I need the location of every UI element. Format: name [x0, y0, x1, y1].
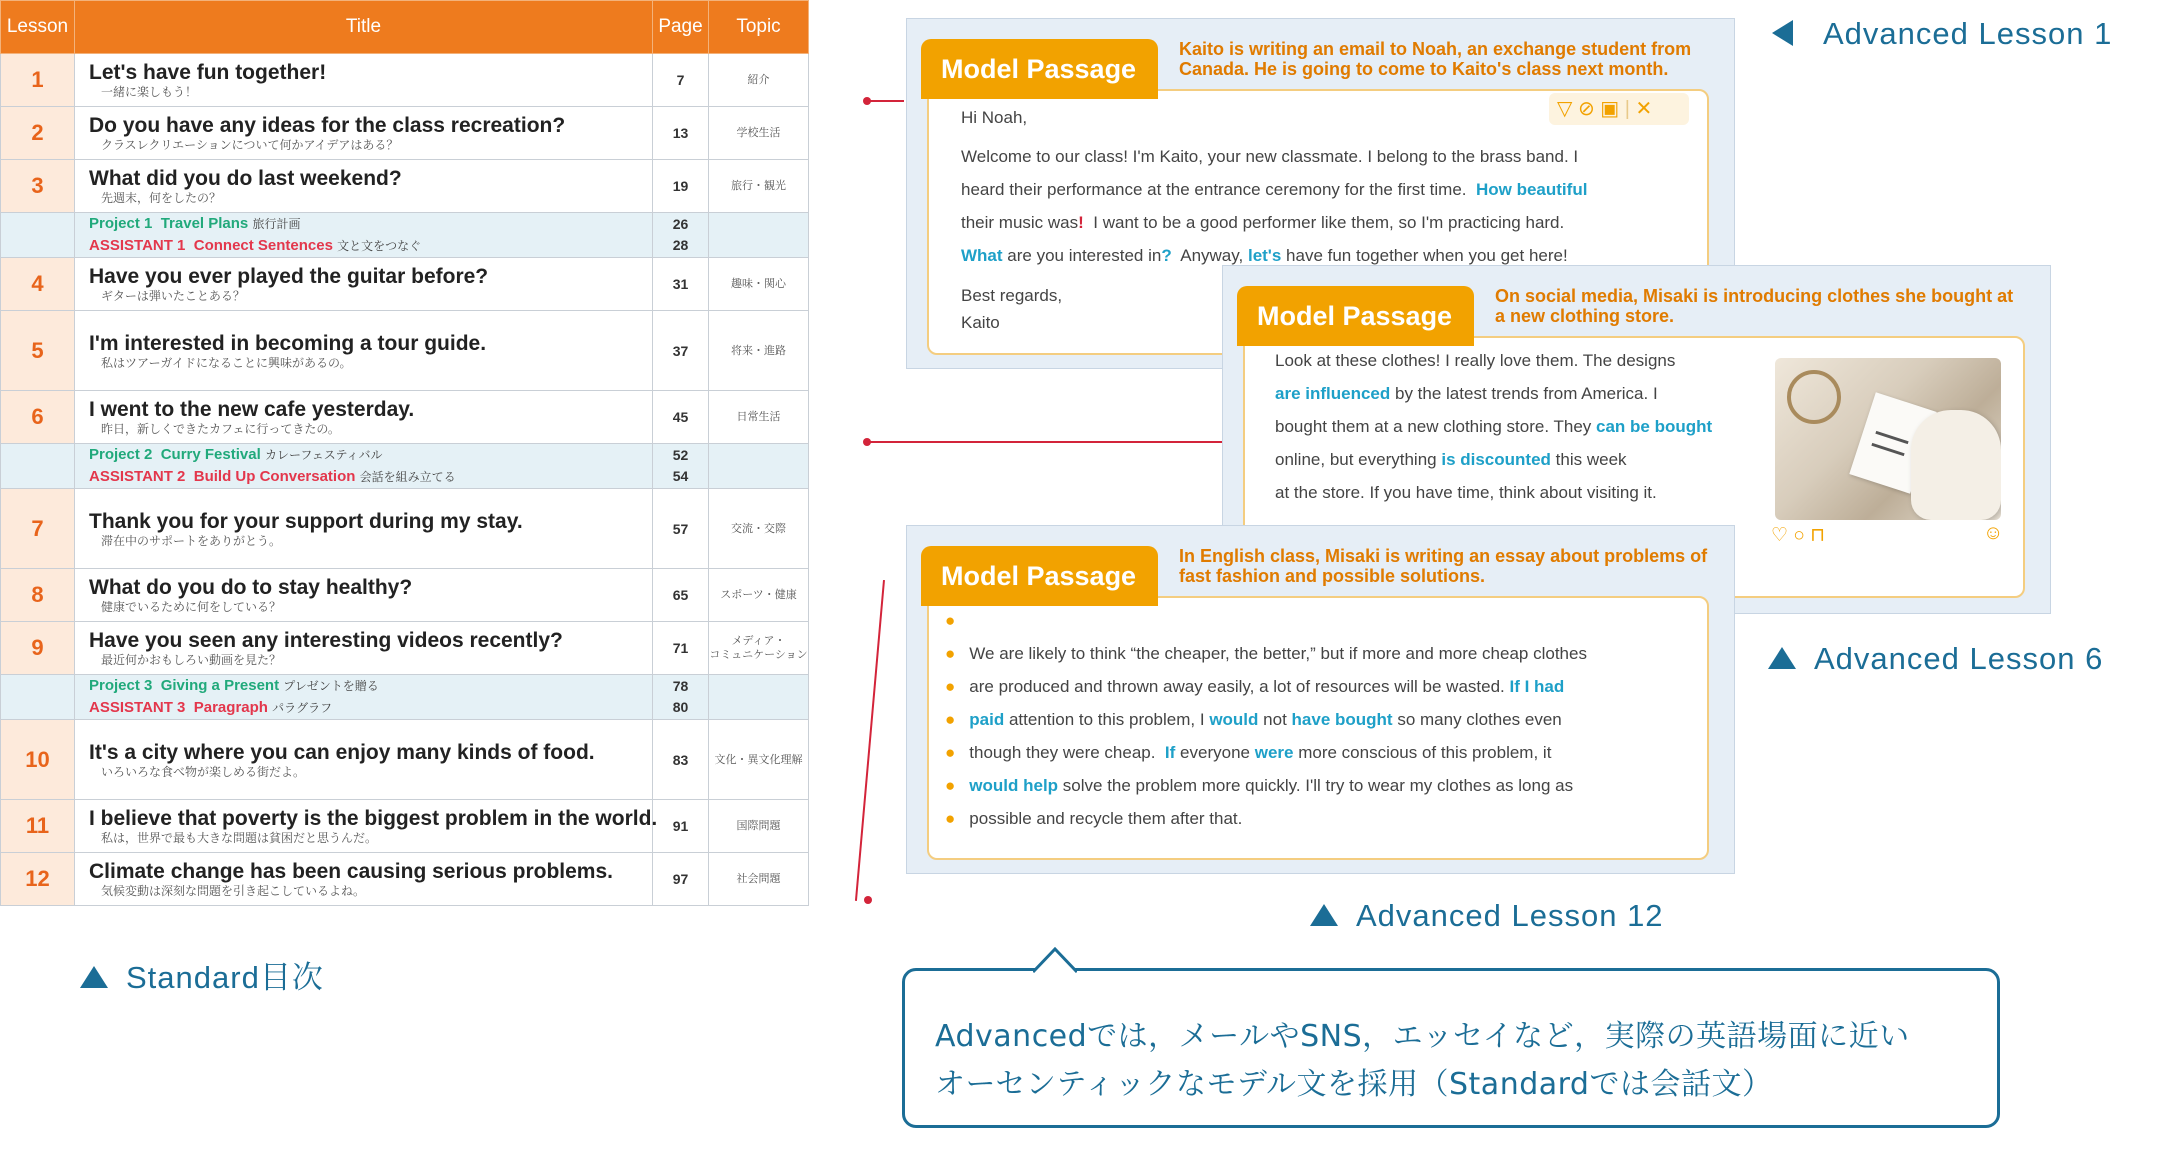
caption-standard: Standard目次: [80, 952, 324, 997]
lesson-page: 37: [653, 311, 709, 391]
lesson-number: 3: [1, 160, 75, 213]
project-entry: Project 1 Travel Plans 旅行計画: [89, 215, 301, 232]
lesson-title: Let's have fun together!: [89, 61, 327, 84]
lesson-page: 97: [653, 853, 709, 906]
callout-box: [902, 968, 2000, 1128]
lesson-number: 9: [1, 622, 75, 675]
lesson6-intro: On social media, Misaki is introducing clothes she bought at a new clothing store.: [1495, 286, 2014, 326]
caption-lesson6: Advanced Lesson 6: [1768, 641, 2103, 677]
triangle-up-icon: [1768, 647, 1796, 669]
lesson-page: 65: [653, 569, 709, 622]
lesson-title-ja: 先週末，何をしたの？: [101, 191, 222, 205]
model-passage-tag: Model Passage: [921, 39, 1158, 99]
lesson-title-ja: ギターは弾いたことある？: [101, 289, 245, 303]
assistant-entry: ASSISTANT 3 Paragraph パラグラフ: [89, 699, 333, 716]
project-page: 26: [672, 216, 689, 232]
table-row: [1, 800, 809, 853]
assistant-page: 28: [672, 237, 689, 253]
lesson-topic: 社会問題: [709, 853, 809, 906]
lesson-page: 45: [653, 391, 709, 444]
table-row: [1, 489, 809, 569]
project-row: [1, 444, 809, 489]
table-row: [1, 107, 809, 160]
triangle-up-icon: [80, 966, 108, 988]
lesson-title: It's a city where you can enjoy many kinds of food.: [89, 740, 595, 764]
lesson-number: 11: [1, 800, 75, 853]
lesson-title: Climate change has been causing serious problems.: [89, 860, 613, 883]
close-icon[interactable]: ✕: [1635, 98, 1653, 120]
lesson-number: 8: [1, 569, 75, 622]
lesson-page: 83: [653, 720, 709, 800]
lesson-title-ja: 私はツアーガイドになることに興味があるの。: [101, 355, 352, 370]
caption-lesson12: Advanced Lesson 12: [1310, 898, 1664, 934]
lesson-title-ja: いろいろな食べ物が楽しめる街だよ。: [101, 764, 306, 779]
comment-icon[interactable]: ○: [1793, 525, 1805, 546]
lesson-title-ja: 昨日，新しくできたカフェに行ってきたの。: [101, 422, 340, 436]
lesson-title: I believe that poverty is the biggest problem in the world.: [89, 807, 658, 830]
lesson-title: Thank you for your support during my stay.: [89, 509, 523, 533]
assistant-entry: ASSISTANT 1 Connect Sentences 文と文をつなぐ: [89, 237, 422, 254]
lesson-number: 4: [1, 258, 75, 311]
table-row: [1, 311, 809, 391]
callout-line-2: オーセンティックなモデル文を採用（Standardでは会話文）: [935, 1067, 1773, 1102]
model-passage-tag: Model Passage: [1237, 286, 1474, 346]
filter-icon[interactable]: ▽: [1557, 98, 1573, 120]
lesson-title-ja: クラスレクリエーションについて何かアイデアはある？: [101, 138, 399, 152]
lesson-topic: メディア・ コミュニケーション: [709, 622, 809, 675]
lesson-topic: 趣味・関心: [709, 258, 809, 311]
project-entry: Project 2 Curry Festival カレーフェスティバル: [89, 446, 383, 463]
lesson12-panel: [906, 525, 1735, 874]
table-row: [1, 853, 809, 906]
lesson-topic: 旅行・観光: [709, 160, 809, 213]
lesson6-body: Look at these clothes! I really love them. The designs are influenced by the latest trends from America. I bought them at a new clothing store. They can be bought online, but everything is discounted this week at the store. If you have time, think about visiting it.: [1275, 351, 1713, 502]
lesson-title: I'm interested in becoming a tour guide.: [89, 331, 487, 355]
lesson-page: 71: [653, 622, 709, 675]
table-row: [1, 258, 809, 311]
bookmark-icon[interactable]: ⊓: [1810, 525, 1825, 546]
lesson-page: 31: [653, 258, 709, 311]
lesson-title: Have you ever played the guitar before?: [89, 265, 489, 288]
bracelet-shape: [1787, 370, 1841, 424]
connector-line-12: [855, 580, 885, 901]
lesson-number: 12: [1, 853, 75, 906]
assistant-page: 54: [672, 468, 689, 484]
note-icon[interactable]: ▣: [1600, 98, 1620, 120]
lesson-title-ja: 最近何かおもしろい動画を見た？: [101, 653, 282, 667]
lesson1-body: Hi Noah, Welcome to our class! I'm Kaito, your new classmate. I belong to the brass band. I heard their performance at the entrance ceremony for the first time. How beautiful their music was! I want to be a good performer like them, so I'm practicing hard. What are you interested in? Anyway, let's have fun together when you get here! Best regards, Kaito: [961, 101, 1701, 336]
callout-line-1: Advancedでは，メールやSNS，エッセイなど，実際の英語場面に近い: [935, 1019, 1910, 1054]
lesson-number: 5: [1, 311, 75, 391]
connector-dot-12: [864, 896, 872, 904]
lesson-topic: 交流・交際: [709, 489, 809, 569]
lesson12-body: ● ● We are likely to think “the cheaper, the better,” but if more and more cheap clothes ● are produced and thrown away easily, a lot of resources will be wasted. If I had ● paid attention to this problem, I would not have bought so many clothes even ● though they were cheap. If everyone were more conscious of this problem, it ● would help solve the problem more quickly. I'll try to wear my clothes as long as ● possible and recycle them after that.: [945, 611, 1587, 828]
project-row: [1, 675, 809, 720]
lesson1-toolbar: ▽ ⊘ ▣ | ✕: [1549, 93, 1689, 125]
header-topic: Topic: [709, 1, 809, 54]
table-row: [1, 720, 809, 800]
assistant-entry: ASSISTANT 2 Build Up Conversation 会話を組み立てる: [89, 468, 456, 485]
lesson-number: 1: [1, 54, 75, 107]
lesson-title-ja: 気候変動は深刻な問題を引き起こしているよね。: [101, 884, 366, 898]
table-row: [1, 569, 809, 622]
lesson-title: What did you do last weekend?: [89, 167, 402, 190]
lesson-page: 19: [653, 160, 709, 213]
lesson6-social-icons: [1771, 524, 1825, 547]
header-title: Title: [75, 1, 653, 54]
lesson-page: 57: [653, 489, 709, 569]
lesson-page: 7: [653, 54, 709, 107]
lesson-title-ja: 私は，世界で最も大きな問題は貧困だと思うんだ。: [101, 831, 378, 845]
lesson-number: 6: [1, 391, 75, 444]
project-row: [1, 213, 809, 258]
lesson-topic: 国際問題: [709, 800, 809, 853]
lesson-title-ja: 滞在中のサポートをありがとう。: [101, 533, 282, 548]
bag-shape: [1911, 410, 2001, 520]
lesson-title: Do you have any ideas for the class recreation?: [89, 114, 566, 137]
project-page: 52: [672, 447, 689, 463]
header-page: Page: [653, 1, 709, 54]
lesson-page: 91: [653, 800, 709, 853]
triangle-left-icon: [1772, 20, 1793, 46]
greeting: Hi Noah,: [961, 108, 1028, 127]
lesson-page: 13: [653, 107, 709, 160]
project-page: 78: [672, 678, 689, 694]
callout-pointer: [1033, 947, 1077, 973]
lesson12-intro: In English class, Misaki is writing an essay about problems of fast fashion and possible solutions.: [1179, 546, 1708, 586]
header-lesson: Lesson: [1, 1, 75, 54]
lesson-topic: 文化・異文化理解: [709, 720, 809, 800]
connector-line-1: [868, 100, 904, 102]
toc-table: [0, 0, 809, 906]
lesson-topic: 紹介: [709, 54, 809, 107]
lesson-title: What do you do to stay healthy?: [89, 576, 413, 599]
heart-icon[interactable]: ♡: [1771, 525, 1789, 546]
lesson-topic: 将来・進路: [709, 311, 809, 391]
lesson-title: I went to the new cafe yesterday.: [89, 398, 415, 421]
user-icon[interactable]: ☺: [1983, 522, 2004, 544]
table-row: [1, 622, 809, 675]
bullet-icon: ●: [945, 611, 956, 630]
table-row: [1, 160, 809, 213]
triangle-up-icon: [1310, 904, 1338, 926]
connector-dot-6: [863, 438, 871, 446]
lesson-number: 7: [1, 489, 75, 569]
table-row: [1, 391, 809, 444]
lesson-number: 2: [1, 107, 75, 160]
connector-line-6: [868, 441, 1228, 443]
lesson-topic: 学校生活: [709, 107, 809, 160]
lesson-number: 10: [1, 720, 75, 800]
clothes-photo: [1775, 358, 2001, 520]
caption-lesson1: Advanced Lesson 1: [1772, 16, 2112, 52]
paperclip-icon[interactable]: ⊘: [1577, 98, 1595, 120]
lesson1-intro: Kaito is writing an email to Noah, an exchange student from Canada. He is going to come to Kaito's class next month.: [1179, 39, 1692, 79]
lesson-topic: スポーツ・健康: [709, 569, 809, 622]
table-row: [1, 54, 809, 107]
model-passage-tag: Model Passage: [921, 546, 1158, 606]
lesson-title-ja: 健康でいるために何をしている？: [101, 600, 282, 614]
project-entry: Project 3 Giving a Present プレゼントを贈る: [89, 677, 379, 694]
lesson-title-ja: 一緒に楽しもう！: [101, 85, 198, 99]
lesson-title: Have you seen any interesting videos recently?: [89, 629, 563, 652]
toc-header-row: [1, 1, 809, 54]
connector-dot-1: [863, 97, 871, 105]
lesson-topic: 日常生活: [709, 391, 809, 444]
assistant-page: 80: [672, 699, 689, 715]
